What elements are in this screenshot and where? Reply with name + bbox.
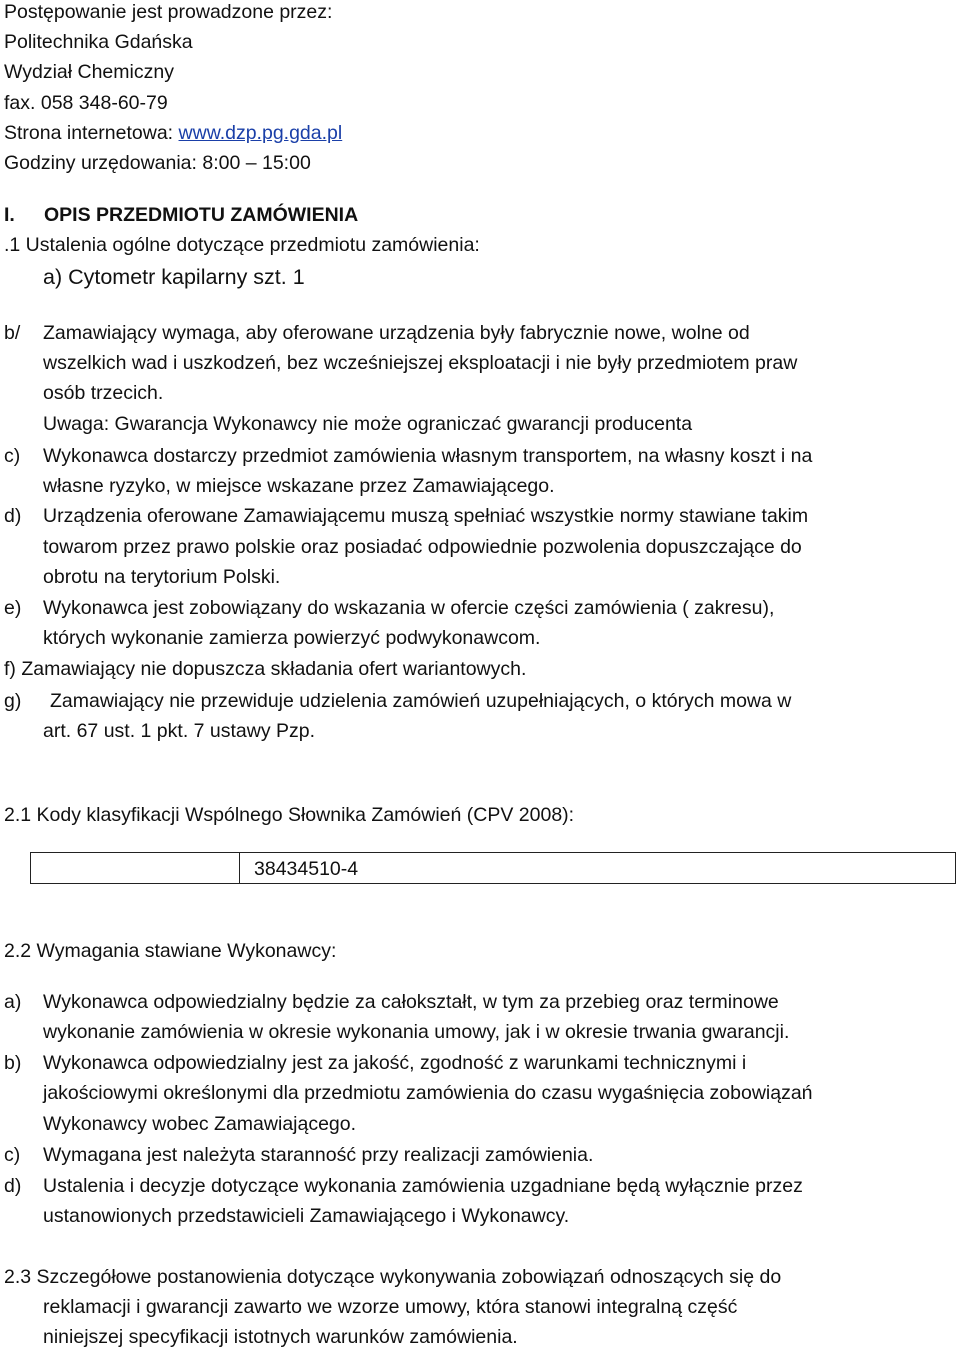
section-1-number: I. <box>4 204 15 226</box>
section-2-2-item-b-line-1: Wykonawca odpowiedzialny jest za jakość, zgodność z warunkami technicznymi i <box>43 1052 747 1074</box>
header-line-2: Politechnika Gdańska <box>4 31 193 53</box>
section-1-item-c-line-2: własne ryzyko, w miejsce wskazane przez Zamawiającego. <box>43 475 555 497</box>
cpv-code-value: 38434510-4 <box>254 858 359 880</box>
section-1-item-c-line-1: Wykonawca dostarczy przedmiot zamówienia własnym transportem, na własny koszt i na <box>43 445 813 467</box>
section-1-item-b-marker: b/ <box>4 322 21 344</box>
header-line-3: Wydział Chemiczny <box>4 61 174 83</box>
section-1-item-d-line-2: towarom przez prawo polskie oraz posiadać odpowiednie pozwolenia dopuszczające do <box>43 536 802 558</box>
section-2-2-item-b-line-2: jakościowymi określonymi dla przedmiotu zamówienia do czasu wygaśnięcia zobowiązań <box>43 1082 813 1104</box>
section-1-item-b-line-2: wszelkich wad i uszkodzeń, bez wcześniejszej eksploatacji i nie były przedmiotem praw <box>43 352 798 374</box>
section-1-item-g-line-2: art. 67 ust. 1 pkt. 7 ustawy Pzp. <box>43 720 316 742</box>
section-1-item-f: f) Zamawiający nie dopuszcza składania ofert wariantowych. <box>4 658 527 680</box>
section-2-2-item-d-line-2: ustanowionych przedstawicieli Zamawiającego i Wykonawcy. <box>43 1205 570 1227</box>
section-1-item-a: a) Cytometr kapilarny szt. 1 <box>43 265 305 289</box>
section-2-2-item-a-marker: a) <box>4 991 22 1013</box>
section-2-2-item-d-line-1: Ustalenia i decyzje dotyczące wykonania zamówienia uzgadniane będą wyłącznie przez <box>43 1175 803 1197</box>
section-2-2-item-a-line-2: wykonanie zamówienia w okresie wykonania umowy, jak i w okresie trwania gwarancji. <box>43 1021 790 1043</box>
section-2-1-title: 2.1 Kody klasyfikacji Wspólnego Słownika Zamówień (CPV 2008): <box>4 804 575 826</box>
section-2-3-line-3: niniejszej specyfikacji istotnych warunków zamówienia. <box>43 1326 518 1348</box>
section-1-item-b-line-1: Zamawiający wymaga, aby oferowane urządzenia były fabrycznie nowe, wolne od <box>43 322 750 344</box>
section-1-item-d-line-3: obrotu na terytorium Polski. <box>43 566 281 588</box>
section-1-item-e-line-2: których wykonanie zamierza powierzyć podwykonawcom. <box>43 627 541 649</box>
section-1-note: Uwaga: Gwarancja Wykonawcy nie może ograniczać gwarancji producenta <box>43 413 693 435</box>
section-1-item-e-marker: e) <box>4 597 22 619</box>
cpv-table-divider <box>239 853 240 883</box>
header-website-line <box>4 124 342 144</box>
section-1-item-d-marker: d) <box>4 505 22 527</box>
cpv-code-table <box>30 852 956 884</box>
section-2-3-line-1: 2.3 Szczegółowe postanowienia dotyczące wykonywania zobowiązań odnoszących się do <box>4 1266 782 1288</box>
section-1-item-c-marker: c) <box>4 445 21 467</box>
header-line-1: Postępowanie jest prowadzone przez: <box>4 1 333 23</box>
section-2-2-item-b-line-3: Wykonawcy wobec Zamawiającego. <box>43 1113 357 1135</box>
section-2-2-item-c-marker: c) <box>4 1144 21 1166</box>
website-link[interactable]: www.dzp.pg.gda.pl <box>178 122 343 144</box>
section-1-title: OPIS PRZEDMIOTU ZAMÓWIENIA <box>44 204 359 226</box>
section-2-2-item-c: Wymagana jest należyta staranność przy realizacji zamówienia. <box>43 1144 594 1166</box>
section-2-2-item-b-marker: b) <box>4 1052 22 1074</box>
section-1-item-g-line-1: Zamawiający nie przewiduje udzielenia zamówień uzupełniających, o których mowa w <box>50 690 792 712</box>
website-label: Strona internetowa: <box>4 122 179 144</box>
section-2-2-item-a-line-1: Wykonawca odpowiedzialny będzie za całokształt, w tym za przebieg oraz terminowe <box>43 991 779 1013</box>
section-2-3-line-2: reklamacji i gwarancji zawarto we wzorze umowy, która stanowi integralną część <box>43 1296 738 1318</box>
section-1-item-e-line-1: Wykonawca jest zobowiązany do wskazania w ofercie części zamówienia ( zakresu), <box>43 597 775 619</box>
header-office-hours: Godziny urzędowania: 8:00 – 15:00 <box>4 152 311 174</box>
section-1-item-g-marker: g) <box>4 690 22 712</box>
section-1-subtitle: .1 Ustalenia ogólne dotyczące przedmiotu zamówienia: <box>4 234 480 256</box>
header-fax: fax. 058 348-60-79 <box>4 92 168 114</box>
section-1-item-b-line-3: osób trzecich. <box>43 382 164 404</box>
section-2-2-item-d-marker: d) <box>4 1175 22 1197</box>
section-1-item-d-line-1: Urządzenia oferowane Zamawiającemu muszą spełniać wszystkie normy stawiane takim <box>43 505 809 527</box>
section-2-2-title: 2.2 Wymagania stawiane Wykonawcy: <box>4 940 337 962</box>
